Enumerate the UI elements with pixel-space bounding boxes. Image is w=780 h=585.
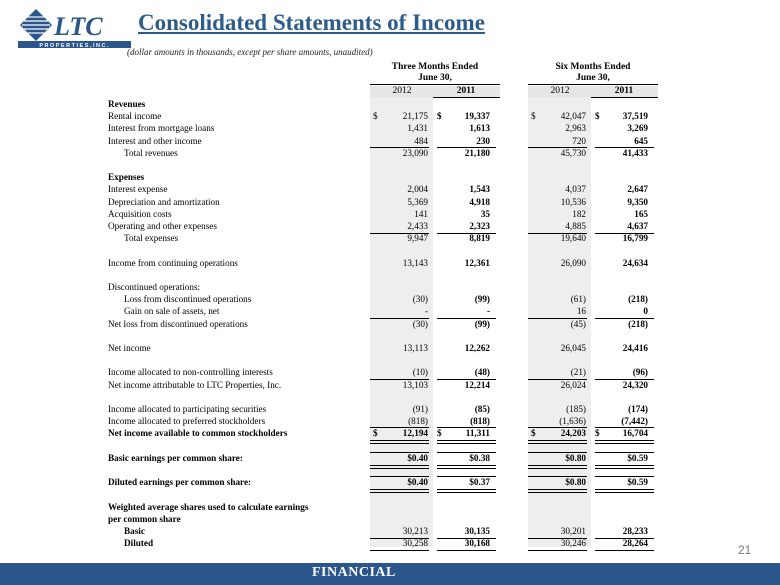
six-months-header: Six Months Ended <box>555 62 631 72</box>
underline <box>370 427 429 428</box>
cell-value: $0.40 <box>407 452 428 463</box>
cell-value: 24,203 <box>560 428 586 439</box>
year-col-4: 2011 <box>614 86 634 96</box>
row-label: Rental income <box>108 111 162 122</box>
cell-value: 4,918 <box>469 196 490 207</box>
row-label: Weighted average shares used to calculate earnings <box>108 501 309 512</box>
page-title: Consolidated Statements of Income <box>138 10 485 35</box>
table-row <box>0 477 780 489</box>
row-label: Income from continuing operations <box>108 257 238 268</box>
row-label: Operating and other expenses <box>108 221 217 231</box>
cell-value: $0.37 <box>469 477 490 488</box>
cell-value: 12,262 <box>464 343 490 353</box>
cell-value: 45,730 <box>560 147 586 158</box>
cell-value: 4,637 <box>627 221 648 231</box>
cell-value: 30,246 <box>560 538 586 549</box>
underline <box>370 452 429 453</box>
table-row <box>0 526 780 538</box>
cell-value: 9,947 <box>407 233 428 244</box>
row-label: Basic earnings per common share: <box>108 452 243 463</box>
cell-value: 2,963 <box>565 123 586 134</box>
six-months-subheader: June 30, <box>576 73 610 83</box>
table-row <box>0 416 780 428</box>
row-label: Net income attributable to LTC Properties, Inc. <box>108 379 282 390</box>
row-label: Loss from discontinued operations <box>124 294 252 305</box>
cell-value: (818) <box>470 416 490 427</box>
table-row <box>0 306 780 318</box>
table-row <box>0 343 780 355</box>
cell-value: 30,201 <box>560 526 586 536</box>
table-row <box>0 111 780 123</box>
currency-symbol: $ <box>437 428 442 439</box>
cell-value: (91) <box>412 404 428 414</box>
row-label: per common share <box>108 513 181 524</box>
cell-value: 28,233 <box>622 526 648 536</box>
row-label: Income allocated to participating securities <box>108 404 267 414</box>
table-row <box>0 453 780 465</box>
row-label: Diluted <box>124 538 154 549</box>
year-col-2: 2011 <box>456 86 476 96</box>
row-label: Net income available to common stockholders <box>108 428 288 439</box>
footer-section-label: FINANCIAL <box>312 565 396 580</box>
currency-symbol: $ <box>437 111 442 122</box>
currency-symbol: $ <box>373 428 378 439</box>
cell-value: 26,045 <box>560 343 586 353</box>
cell-value: (218) <box>628 318 648 329</box>
cell-value: 30,135 <box>464 526 490 536</box>
underline <box>437 452 496 453</box>
row-label: Income allocated to non-controlling interests <box>108 367 273 378</box>
cell-value: 165 <box>634 208 648 219</box>
cell-value: 30,168 <box>464 538 490 549</box>
row-label: Net loss from discontinued operations <box>108 318 248 329</box>
row-label: Interest expense <box>108 184 168 195</box>
cell-value: $0.38 <box>469 452 490 463</box>
cell-value: (96) <box>632 367 648 378</box>
cell-value: 24,634 <box>622 257 648 268</box>
cell-value: 24,320 <box>622 379 648 390</box>
table-row <box>0 465 780 477</box>
cell-value: 5,369 <box>407 196 428 207</box>
cell-value: 11,311 <box>465 428 490 439</box>
cell-value: 2,323 <box>469 221 490 231</box>
six-months-underline <box>528 84 658 85</box>
cell-value: 37,519 <box>622 111 648 122</box>
cell-value: 13,113 <box>403 343 428 353</box>
table-row <box>0 233 780 245</box>
cell-value: 13,103 <box>402 379 428 390</box>
page-subtitle: (dollar amounts in thousands, except per share amounts, unaudited) <box>127 47 373 57</box>
cell-value: $0.80 <box>565 477 586 488</box>
table-row <box>0 221 780 233</box>
cell-value: - <box>486 306 490 317</box>
cell-value: 16 <box>576 306 586 317</box>
cell-value: (1,636) <box>559 416 586 427</box>
table-row <box>0 270 780 282</box>
table-row <box>0 282 780 294</box>
cell-value: 13,143 <box>402 257 428 268</box>
cell-value: 30,258 <box>402 538 428 549</box>
cell-value: 182 <box>572 208 586 219</box>
cell-value: $0.80 <box>565 452 586 463</box>
logo-graphic <box>18 7 133 49</box>
cell-value: 2,647 <box>627 184 648 195</box>
cell-value: 1,613 <box>469 123 490 134</box>
table-row <box>0 367 780 379</box>
cell-value: 645 <box>634 135 648 146</box>
table-row <box>0 392 780 404</box>
cell-value: 12,194 <box>402 428 428 439</box>
cell-value: 16,799 <box>622 233 648 244</box>
company-logo <box>18 7 133 49</box>
cell-value: 12,214 <box>464 379 490 390</box>
cell-value: 1,431 <box>407 123 428 134</box>
cell-value: 26,090 <box>560 257 586 268</box>
cell-value: $0.40 <box>407 477 428 488</box>
row-label: Expenses <box>108 172 145 183</box>
row-label: Diluted earnings per common share: <box>108 477 252 488</box>
table-row <box>0 172 780 184</box>
underline <box>595 452 654 453</box>
row-label: Interest and other income <box>108 135 202 146</box>
table-row <box>0 404 780 416</box>
cell-value: 9,350 <box>627 196 648 207</box>
cell-value: 19,337 <box>464 111 490 122</box>
cell-value: (45) <box>570 318 586 329</box>
currency-symbol: $ <box>531 111 536 122</box>
table-row <box>0 294 780 306</box>
cell-value: 141 <box>414 208 428 219</box>
cell-value: (185) <box>566 404 586 414</box>
table-row <box>0 99 780 111</box>
cell-value: (30) <box>412 294 428 305</box>
row-label: Discontinued operations: <box>108 282 201 292</box>
underline <box>437 550 496 551</box>
table-row <box>0 441 780 453</box>
underline <box>595 476 654 477</box>
cell-value: 3,269 <box>627 123 648 134</box>
cell-value: 12,361 <box>464 257 490 268</box>
cell-value: $0.59 <box>627 477 648 488</box>
cell-value: 4,037 <box>565 184 586 195</box>
cell-value: 16,704 <box>622 428 648 439</box>
cell-value: (7,442) <box>621 416 648 427</box>
row-label: Total expenses <box>124 233 179 244</box>
logo-subtext: P R O P E R T I E S , I N C . <box>39 43 109 49</box>
table-row <box>0 123 780 135</box>
underline <box>370 476 429 477</box>
three-months-subheader: June 30, <box>418 73 452 83</box>
table-row <box>0 380 780 392</box>
logo-text: LTC <box>54 12 103 41</box>
row-label: Total revenues <box>124 147 178 158</box>
cell-value: 8,819 <box>469 233 490 244</box>
row-label: Income allocated to preferred stockholders <box>108 416 266 427</box>
underline <box>437 476 496 477</box>
currency-symbol: $ <box>595 111 600 122</box>
cell-value: $0.59 <box>627 452 648 463</box>
cell-value: (174) <box>628 404 648 414</box>
table-row <box>0 197 780 209</box>
cell-value: 42,047 <box>560 111 586 122</box>
cell-value: 4,885 <box>565 221 586 231</box>
cell-value: (818) <box>408 416 428 427</box>
table-row <box>0 160 780 172</box>
currency-symbol: $ <box>595 428 600 439</box>
currency-symbol: $ <box>531 428 536 439</box>
row-label: Revenues <box>108 99 146 109</box>
table-row <box>0 319 780 331</box>
cell-value: 720 <box>572 135 586 146</box>
three-months-underline <box>370 84 500 85</box>
table-row <box>0 331 780 343</box>
cell-value: (48) <box>474 367 490 378</box>
cell-value: 19,640 <box>560 233 586 244</box>
cell-value: 10,536 <box>560 196 586 207</box>
table-row <box>0 148 780 160</box>
cell-value: 26,024 <box>560 379 586 390</box>
underline <box>370 550 429 551</box>
cell-value: 30,213 <box>402 526 428 536</box>
cell-value: 1,543 <box>469 184 490 195</box>
cell-value: 24,416 <box>622 343 648 353</box>
table-row <box>0 502 780 514</box>
cell-value: 2,004 <box>407 184 428 195</box>
table-row <box>0 258 780 270</box>
cell-value: 2,433 <box>407 221 428 231</box>
cell-value: 35 <box>480 208 490 219</box>
row-label: Acquisition costs <box>108 208 172 219</box>
year-col-3: 2012 <box>550 86 570 96</box>
cell-value: 21,180 <box>464 147 490 158</box>
cell-value: (85) <box>474 404 490 414</box>
underline <box>528 476 587 477</box>
cell-value: (30) <box>412 318 428 329</box>
row-label: Net income <box>108 343 151 353</box>
cell-value: (99) <box>474 294 490 305</box>
row-label: Gain on sale of assets, net <box>124 306 220 317</box>
table-row <box>0 136 780 148</box>
table-row <box>0 184 780 196</box>
cell-value: (10) <box>412 367 428 378</box>
cell-value: (21) <box>570 367 586 378</box>
table-row <box>0 428 780 440</box>
underline <box>437 427 496 428</box>
cell-value: (99) <box>474 318 490 329</box>
year-col-1: 2012 <box>392 86 412 96</box>
table-row <box>0 538 780 550</box>
cell-value: 28,264 <box>622 538 648 549</box>
cell-value: 484 <box>414 135 428 146</box>
underline <box>595 550 654 551</box>
cell-value: (218) <box>628 294 648 305</box>
table-row <box>0 489 780 501</box>
table-row <box>0 209 780 221</box>
currency-symbol: $ <box>373 111 378 122</box>
table-row <box>0 355 780 367</box>
cell-value: (61) <box>570 294 586 305</box>
row-label: Interest from mortgage loans <box>108 123 215 134</box>
underline <box>595 427 654 428</box>
cell-value: - <box>424 306 428 317</box>
page-number: 21 <box>738 543 752 557</box>
cell-value: 21,175 <box>402 111 428 122</box>
three-months-header: Three Months Ended <box>391 62 479 72</box>
row-label: Basic <box>124 526 145 536</box>
underline <box>528 427 587 428</box>
underline <box>528 550 587 551</box>
cell-value: 41,433 <box>622 147 648 158</box>
cell-value: 230 <box>476 135 490 146</box>
table-row <box>0 245 780 257</box>
table-row <box>0 514 780 526</box>
cell-value: 23,090 <box>402 147 428 158</box>
underline <box>528 452 587 453</box>
cell-value: 0 <box>643 306 648 317</box>
row-label: Depreciation and amortization <box>108 196 220 207</box>
